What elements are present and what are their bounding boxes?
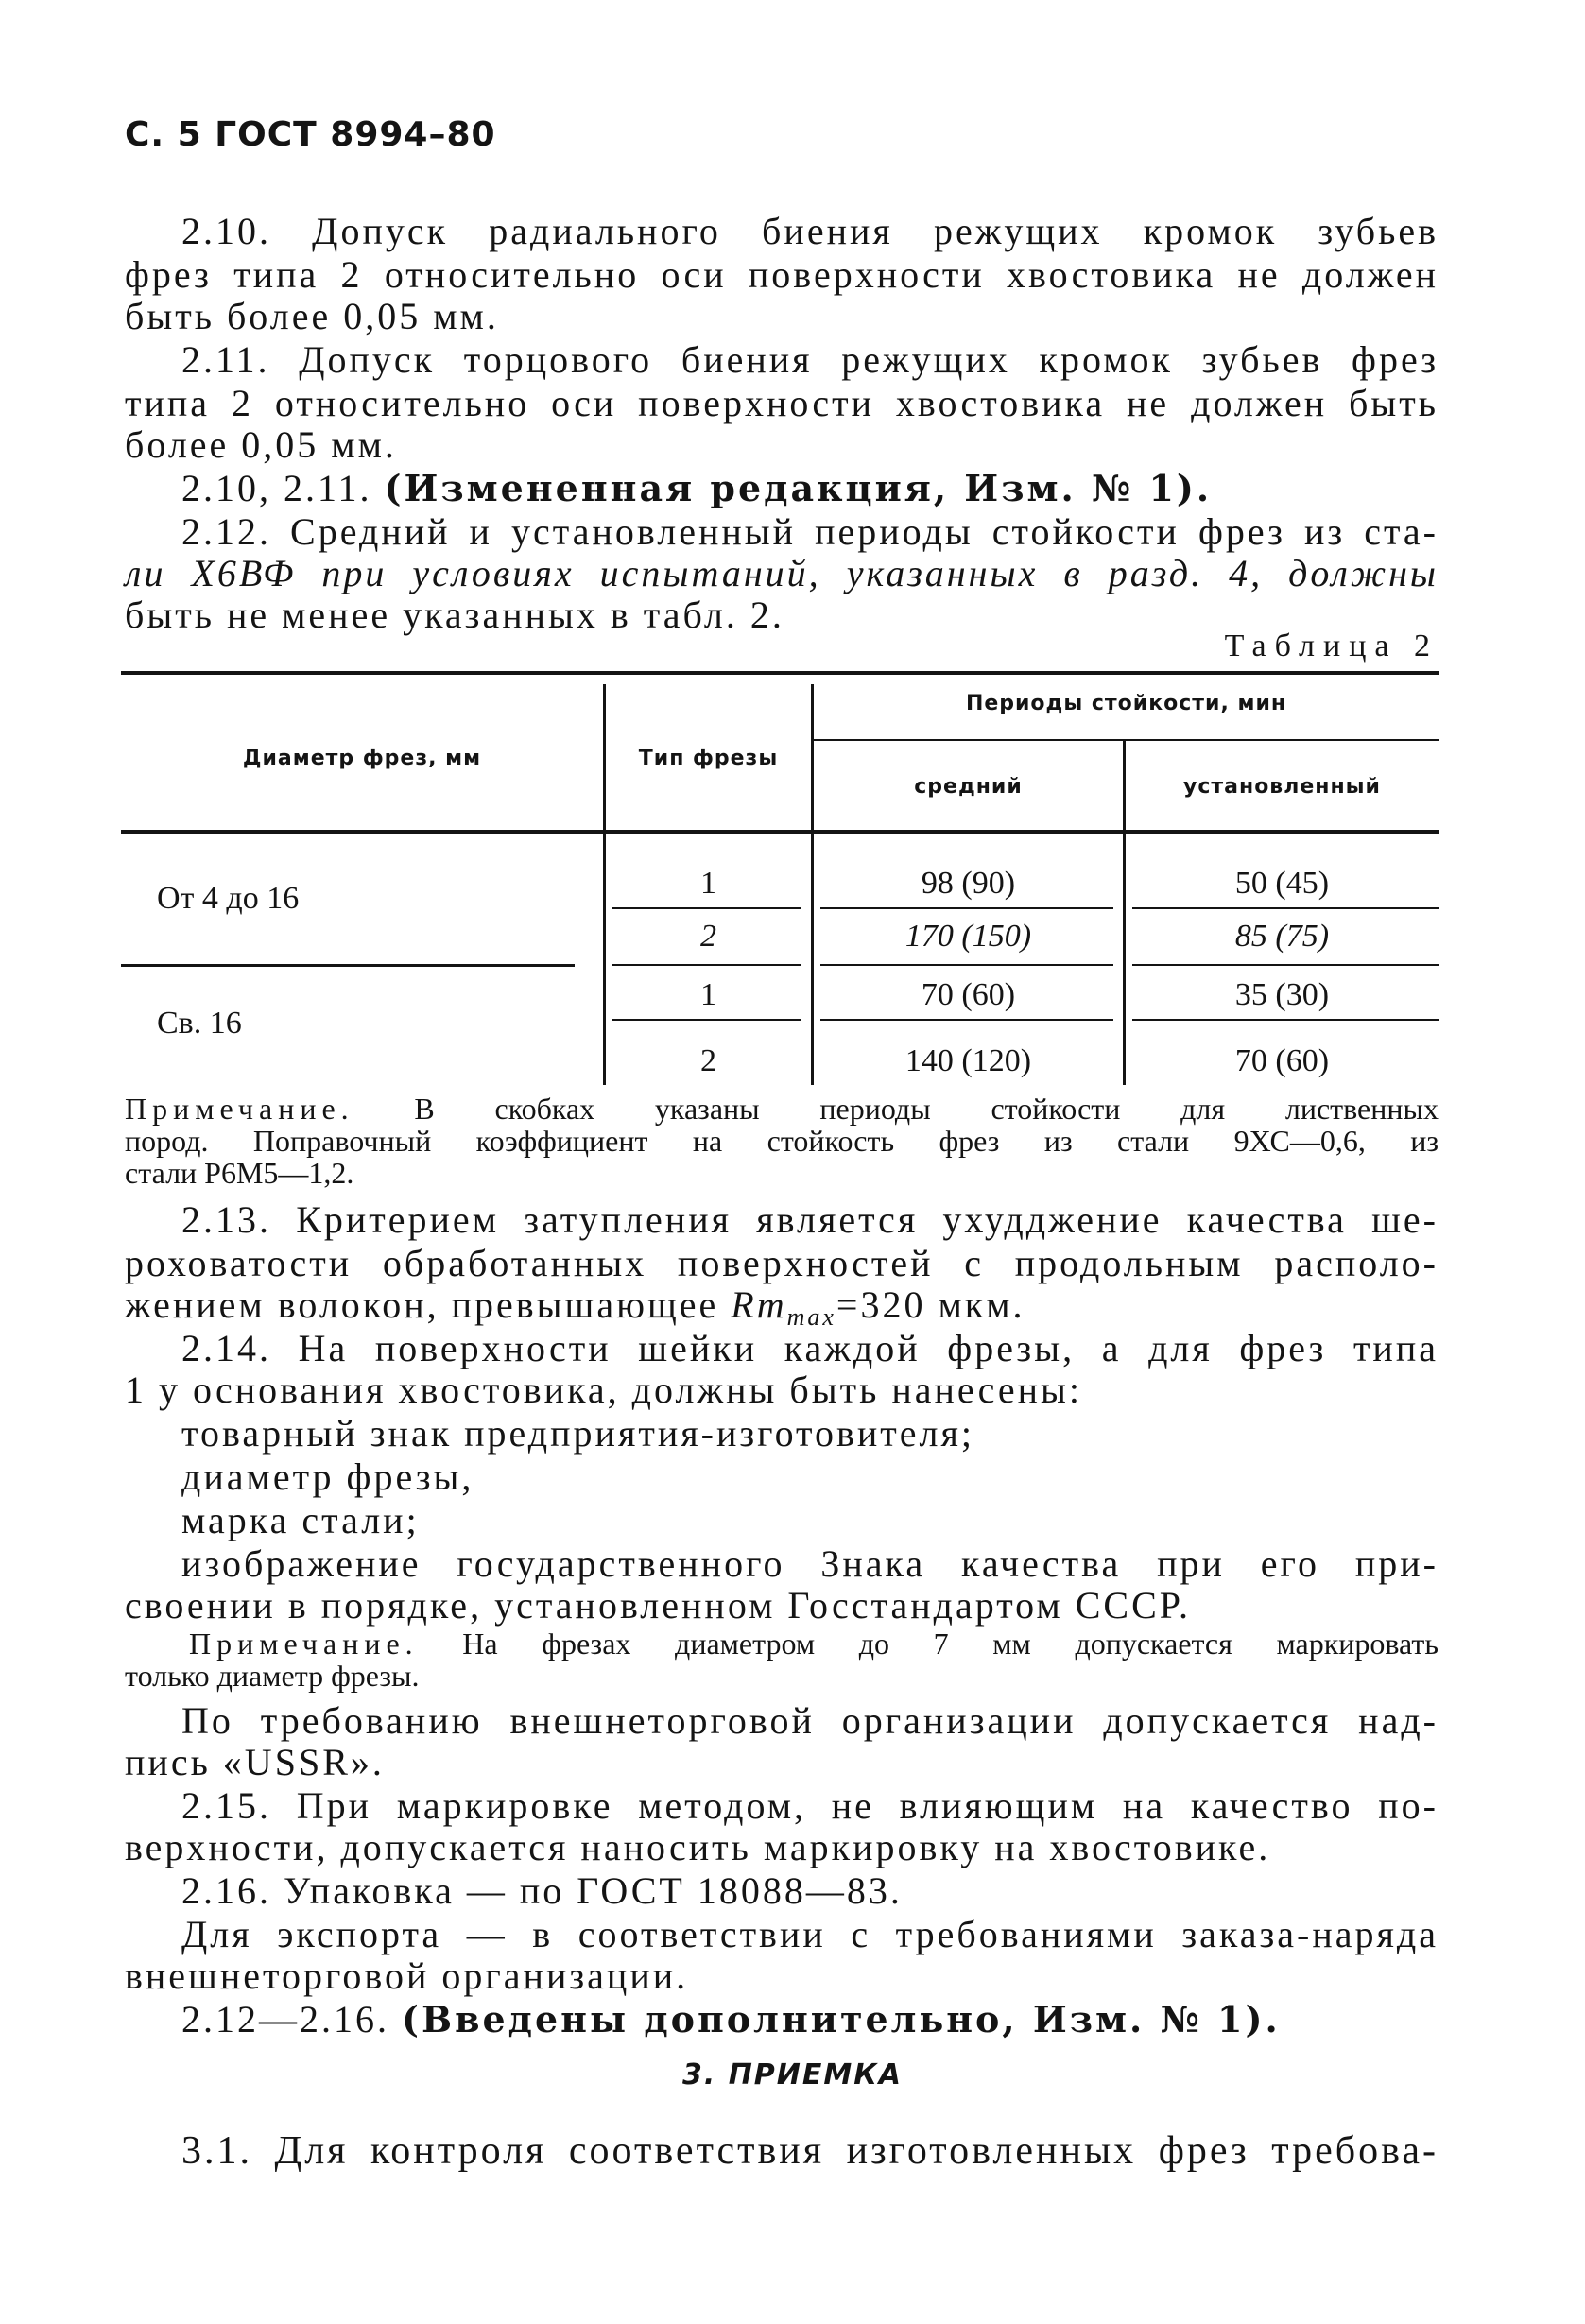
para-2-15-line-2: верхности, допускается наносить маркировку на хвостовике. bbox=[125, 1826, 1271, 1868]
table-caption: Таблица 2 bbox=[1224, 628, 1439, 663]
para-2-11-line-1: 2.11. Допуск торцового биения режущих кромок зубьев фрез bbox=[181, 338, 1439, 381]
row-rule bbox=[820, 907, 1113, 909]
para-2-14-line-2: 1 у основания хвостовика, должны быть нанесены: bbox=[125, 1369, 1083, 1411]
para-export-line-2: внешнеторговой организации. bbox=[125, 1954, 689, 1997]
cell-set: 70 (60) bbox=[1234, 1043, 1330, 1078]
para-2-12-line-1: 2.12. Средний и установленный периоды стойкости фрез из ста- bbox=[181, 510, 1439, 553]
amendment-text: (Введены дополнительно, Изм. № 1). bbox=[402, 1998, 1281, 2040]
para-2-12-line-3: быть не менее указанных в табл. 2. bbox=[125, 594, 784, 636]
note-1-line-2: пород. Поправочный коэффициент на стойкость фрез из стали 9ХС—0,6, из bbox=[125, 1124, 1439, 1158]
para-2-13-line-1: 2.13. Критерием затупления является ухудджение качества ше- bbox=[181, 1198, 1439, 1241]
para-2-15-line-1: 2.15. При маркировке методом, не влияющим на качество по- bbox=[181, 1784, 1439, 1827]
note-text: В скобках указаны периоды стойкости для лиственных bbox=[353, 1092, 1439, 1126]
text-run: =320 мкм. bbox=[836, 1283, 1025, 1326]
list-item: изображение государственного Знака качества при его при- bbox=[181, 1542, 1439, 1585]
row-rule bbox=[612, 907, 801, 909]
col-header-type: Тип фрезы bbox=[638, 747, 779, 770]
col-header-periods: Периоды стойкости, мин bbox=[965, 692, 1287, 715]
note-2-line-2: только диаметр фрезы. bbox=[125, 1659, 420, 1693]
cell-set: 85 (75) bbox=[1234, 919, 1330, 954]
row-rule bbox=[612, 964, 801, 966]
row-rule bbox=[1132, 907, 1439, 909]
row-rule bbox=[612, 1019, 801, 1021]
amendment-prefix: 2.12—2.16. bbox=[181, 1998, 402, 2040]
note-2-line-1 bbox=[189, 1627, 1439, 1660]
note-text: На фрезах диаметром до 7 мм допускается маркировать bbox=[418, 1627, 1439, 1661]
list-item: товарный знак предприятия-изготовителя; bbox=[181, 1412, 974, 1455]
col-header-set: установленный bbox=[1183, 775, 1381, 799]
roughness-symbol: Rm bbox=[731, 1283, 787, 1326]
table-header-subrule bbox=[813, 739, 1439, 741]
amendment-text: (Измененная редакция, Изм. № 1). bbox=[384, 467, 1213, 509]
note-label: Примечание. bbox=[189, 1627, 419, 1661]
col-header-diameter: Диаметр фрез, мм bbox=[242, 747, 482, 770]
row-rule bbox=[1132, 1019, 1439, 1021]
para-2-14-line-1: 2.14. На поверхности шейки каждой фрезы, а для фрез типа bbox=[181, 1327, 1439, 1369]
diameter-group-2: Св. 16 bbox=[157, 1006, 242, 1041]
cell-set: 50 (45) bbox=[1234, 866, 1330, 901]
para-export-line-1: Для экспорта — в соответствии с требованиями заказа-наряда bbox=[181, 1913, 1439, 1955]
list-item: марка стали; bbox=[181, 1499, 420, 1541]
para-2-10-line-3: быть более 0,05 мм. bbox=[125, 295, 499, 337]
diameter-group-1: От 4 до 16 bbox=[157, 881, 300, 916]
col-header-average: средний bbox=[914, 775, 1023, 799]
list-item: диаметр фрезы, bbox=[181, 1455, 474, 1498]
table-header-rule bbox=[121, 830, 1439, 834]
cell-type: 1 bbox=[700, 866, 716, 901]
roughness-subscript: max bbox=[786, 1303, 836, 1331]
cell-average: 170 (150) bbox=[904, 919, 1032, 954]
para-2-11-line-2: типа 2 относительно оси поверхности хвостовика не должен быть bbox=[125, 382, 1439, 424]
cell-average: 140 (120) bbox=[904, 1043, 1032, 1078]
cell-type: 2 bbox=[700, 919, 716, 954]
note-1-line-1 bbox=[125, 1093, 1439, 1125]
group-rule bbox=[121, 964, 575, 967]
para-2-16: 2.16. Упаковка — по ГОСТ 18088—83. bbox=[181, 1869, 903, 1912]
para-export-label-line-2: пись «USSR». bbox=[125, 1741, 385, 1783]
cell-average: 70 (60) bbox=[921, 977, 1016, 1012]
text-run: жением волокон, превышающее bbox=[125, 1283, 732, 1326]
section-title: 3. ПРИЕМКА bbox=[681, 2058, 903, 2092]
note-1-line-3: стали Р6М5—1,2. bbox=[125, 1156, 354, 1190]
table-top-rule bbox=[121, 671, 1439, 675]
para-2-12-line-2: ли Х6ВФ при условиях испытаний, указанных в разд. 4, должны bbox=[125, 552, 1439, 594]
row-rule bbox=[820, 1019, 1113, 1021]
amendment-note-2 bbox=[181, 1998, 1439, 2041]
para-export-label-line-1: По требованию внешнеторговой организации допускается над- bbox=[181, 1699, 1439, 1742]
para-3-1: 3.1. Для контроля соответствия изготовленных фрез требова- bbox=[181, 2129, 1439, 2173]
amendment-note-1 bbox=[181, 467, 1439, 510]
durability-table bbox=[121, 671, 1439, 1087]
para-2-10-line-2: фрез типа 2 относительно оси поверхности хвостовика не должен bbox=[125, 253, 1439, 296]
list-item-continuation: своении в порядке, установленном Госстандартом СССР. bbox=[125, 1584, 1191, 1627]
note-label: Примечание. bbox=[125, 1092, 354, 1126]
cell-type: 1 bbox=[700, 977, 716, 1012]
para-2-11-line-3: более 0,05 мм. bbox=[125, 423, 397, 466]
row-rule bbox=[820, 964, 1113, 966]
cell-average: 98 (90) bbox=[921, 866, 1016, 901]
page-header: С. 5 ГОСТ 8994–80 bbox=[125, 115, 496, 154]
cell-type: 2 bbox=[700, 1043, 716, 1078]
para-2-13-line-2: роховатости обработанных поверхностей с продольным располо- bbox=[125, 1242, 1439, 1284]
para-2-10-line-1: 2.10. Допуск радиального биения режущих кромок зубьев bbox=[181, 210, 1439, 252]
cell-set: 35 (30) bbox=[1234, 977, 1330, 1012]
row-rule bbox=[1132, 964, 1439, 966]
amendment-prefix: 2.10, 2.11. bbox=[181, 467, 385, 509]
